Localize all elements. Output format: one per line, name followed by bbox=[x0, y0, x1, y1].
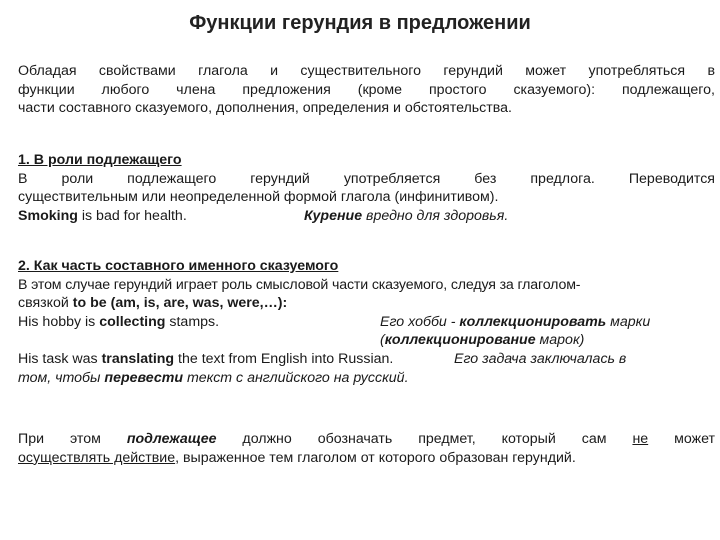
section-2-example-2 bbox=[18, 350, 715, 369]
section-2-heading: 2. Как часть составного именного сказуемого bbox=[18, 258, 339, 274]
section-predicate bbox=[18, 257, 715, 387]
intro-line-1: Обладая свойствами глагола и существительного герундий может употребляться в bbox=[18, 63, 715, 79]
section-1-line-2: существительным или неопределенной формой глагола (инфинитивом). bbox=[18, 189, 499, 206]
intro-line-3: части составного сказуемого, дополнения, определения и обстоятельства. bbox=[18, 100, 512, 117]
section-subject bbox=[18, 151, 715, 225]
section-1-line-1: В роли подлежащего герундий употребляется без предлога. Переводится bbox=[18, 170, 715, 187]
section-2-line-1: В этом случае герундий играет роль смысловой части сказуемого, следуя за глаголом- bbox=[18, 276, 581, 293]
section-2-example-1 bbox=[18, 313, 715, 332]
example-1-russian-alt: (коллекционирование марок) bbox=[380, 332, 585, 349]
example-russian: Курение вредно для здоровья. bbox=[304, 207, 509, 224]
note-line-1: При этом подлежащее должно обозначать предмет, который сам не может bbox=[18, 431, 716, 447]
example-english: Smoking is bad for health. bbox=[18, 207, 187, 224]
note-line-2: осуществлять действие, выраженное тем глаголом от которого образован герундий. bbox=[18, 449, 576, 466]
section-2-example-1-cont bbox=[18, 331, 715, 350]
note-paragraph bbox=[18, 430, 715, 467]
example-1-russian: Его хобби - коллекционировать марки bbox=[380, 313, 651, 330]
slide-title: Функции герундия в предложении bbox=[189, 12, 531, 34]
example-2-russian-cont: том, чтобы перевести текст с английского на русский. bbox=[18, 369, 409, 386]
section-1-heading: 1. В роли подлежащего bbox=[18, 152, 182, 168]
example-2-english: His task was translating the text from English into Russian. bbox=[18, 350, 394, 367]
section-2-line-2: связкой to be (am, is, are, was, were,…): bbox=[18, 295, 288, 312]
example-2-russian: Его задача заключалась в bbox=[454, 350, 627, 367]
intro-paragraph bbox=[18, 62, 715, 118]
section-1-example bbox=[18, 207, 715, 226]
example-1-english: His hobby is collecting stamps. bbox=[18, 313, 220, 330]
intro-line-2: функции любого члена предложения (кроме простого сказуемого): подлежащего, bbox=[18, 81, 715, 98]
